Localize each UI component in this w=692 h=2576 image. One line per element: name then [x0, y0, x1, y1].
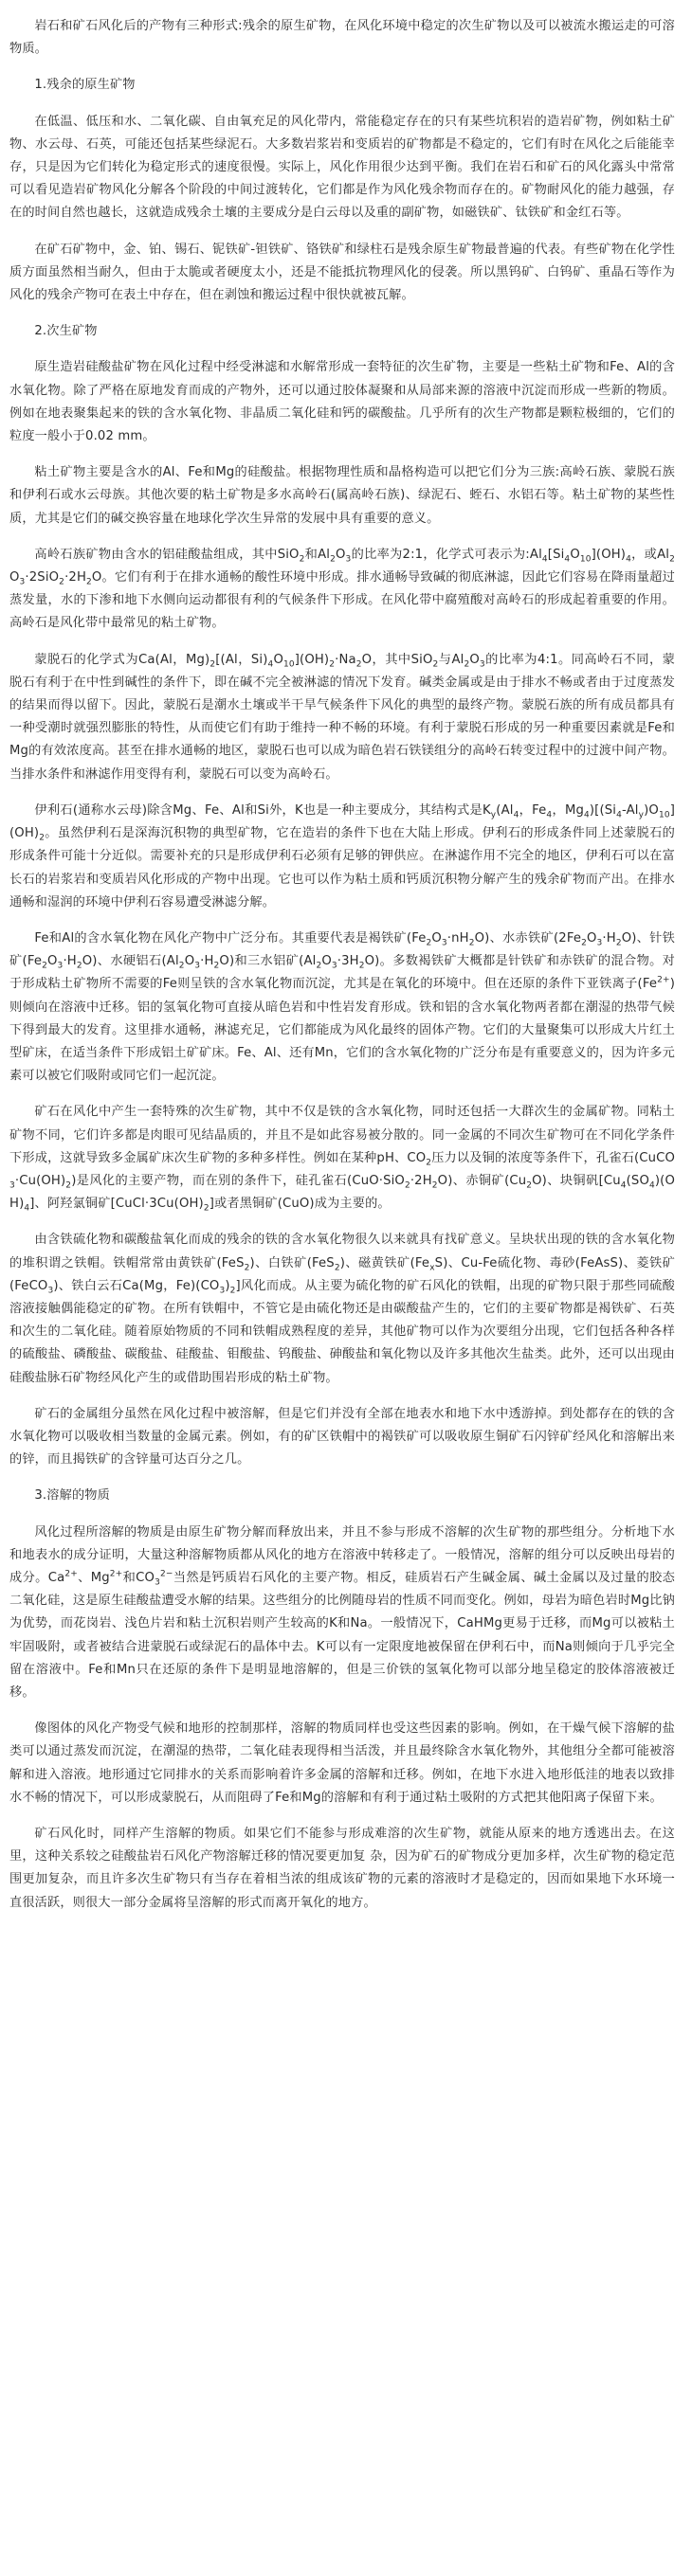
intro-paragraph: 岩石和矿石风化后的产物有三种形式:残余的原生矿物，在风化环境中稳定的次生矿物以及可以被流水搬运走的可溶物质。: [9, 19, 675, 57]
paragraph: 矿石风化时，同样产生溶解的物质。如果它们不能参与形成难溶的次生矿物，就能从原来的地方透逃出去。在这里，这种关系较之硅酸盐岩石风化产物溶解迁移的情况要更加复 杂，因为矿石的矿物成分更加多样，次生矿物的稳定范围更加复杂，而且许多次生矿物只有当存在着相当浓的组成该矿物的元素的溶液时才是稳定的，因而如果地下水环境一直很活跃，则很大一部分金属将呈溶解的形式而离开氧化的地方。: [9, 1827, 675, 1910]
paragraph: 矿石的金属组分虽然在风化过程中被溶解，但是它们并没有全部在地表水和地下水中透游掉。到处都存在的铁的含水氧化物可以吸收相当数量的金属元素。例如，有的矿区铁帽中的褐铁矿可以吸收原生铜矿石闪锌矿经风化和溶解出来的锌，而且揭铁矿的含锌量可达百分之几。: [9, 1406, 675, 1468]
paragraph-ore-secondary-minerals: 矿石在风化中产生一套特殊的次生矿物，其中不仅是铁的含水氧化物，同时还包括一大群次生的金属矿物。同粘土矿物不同，它们许多都是肉眼可见结晶质的，并且不是如此容易被分散的。同一金属的不同次生矿物可在不同化学条件下形成，这就导致多金属矿床次生矿物的多种多样性。例如在某种pH、$CO_2$压力以及铜的浓度等条件下，孔雀石$(CuCO_3\cdot Cu(OH)_2)$是风化的主要产物，而在别的条件下，硅孔雀石$(CuO\cdot SiO_2\cdot 2H_2O)$、赤铜矿$(Cu_2O)$、块铜矾$[Cu_4(SO_4)(OH)_4]$、阿羟氯铜矿$[CuCl\cdot 3Cu(OH)_2]$或者黑铜矿(CuO)成为主要的。: [9, 1105, 676, 1214]
paragraph-illite: 伊利石(通称水云母)除含Mg、Fe、Al和Si外，K也是一种主要成分，其结构式是$K_y(Al_4$，$Fe_4$，$Mg_4)[(Si_4-Al_y)O_{10}](OH)_2$。虽然伊利石是深海沉积物的典型矿物，它在造岩的条件下也在大陆上形成。伊利石的形成条件同上述蒙脱石的形成条件可能十分近似。需要补充的只是形成伊利石必须有足够的钾供应。在淋滤作用不完全的地区，伊利石可以在富长石的岩浆岩和变质岩风化形成的产物中出现。它也可以作为粘土质和钙质沉积物分解产生的残余矿物而产出。在排水通畅和湿润的环境中伊利石容易遭受淋滤分解。: [9, 802, 675, 910]
paragraph-fe-al-hydroxides: Fe和Al的含水氧化物在风化产物中广泛分布。其重要代表是褐铁矿$(Fe_2O_3\cdot nH_2O)$、水赤铁矿$(2Fe_2O_3\cdot H_2O)$、针铁矿$(Fe_2O_3\cdot H_2O)$、水硬铝石$(Al_2O_3\cdot H_2O)$和三水铝矿$(Al_2O_3\cdot 3H_2O)$。多数褐铁矿大概都是针铁矿和赤铁矿的混合物。对于形成粘土矿物所不需要的Fe则呈铁的含水氧化物而沉淀，尤其是在氧化的环境中。但在还原的条件下亚铁离子$(Fe^{2+})$则倾向在溶液中迁移。铝的氢氧化物可直接从暗色岩和中性岩发育形成。铁和铝的含水氧化物两者都在潮湿的热带气候下得到最大的发育。这里排水通畅，淋滤充足，它们都能成为风化最终的固体产物。它们的大量聚集可以形成大片红土型矿床，在适当条件下形成铝土矿矿床。Fe、Al、还有Mn，它们的含水氧化物的广泛分布是有重要意义的，因为许多元素可以被它们吸附或同它们一起沉淀。: [9, 930, 675, 1084]
section-heading-residual-minerals: 1.残余的原生矿物: [34, 78, 136, 93]
paragraph: 粘土矿物主要是含水的Al、Fe和Mg的硅酸盐。根据物理性质和晶格构造可以把它们分为三族:高岭石族、蒙脱石族和伊利石或水云母族。其他次要的粘土矿物是多水高岭石(属高岭石族)、绿泥石、蛭石、水铝石等。粘土矿物的某些性质，尤其是它们的碱交换容量在地球化学次生异常的发展中具有重要的意义。: [9, 465, 675, 526]
paragraph: 原生造岩硅酸盐矿物在风化过程中经受淋滤和水解常形成一套特征的次生矿物，主要是一些粘土矿物和Fe、Al的含水氧化物。除了严格在原地发育而成的产物外，还可以通过胶体凝聚和从局部来源的溶液中沉淀而形成一些新的物质。例如在地表聚集起来的铁的含水氧化物、非晶质二氧化硅和钙的碳酸盐。几乎所有的次生产物都是颗粒极细的，它们的粒度一般小于0.02 mm。: [9, 360, 675, 444]
paragraph-dissolved: 风化过程所溶解的物质是由原生矿物分解而释放出来，并且不参与形成不溶解的次生矿物的那些组分。分析地下水和地表水的成分证明，大量这种溶解物质都从风化的地方在溶液中转移走了。一般情况，溶解的组分可以反映出母岩的成分。$Ca^{2+}$、$Mg^{2+}$和$CO_3^{2-}$当然是钙质岩石风化的主要产物。相反，硅质岩石产生碱金属、碱土金属以及过量的胶态二氧化硅，这是原生硅酸盐遭受水解的结果。这些组分的比例随母岩的性质不同而变化。例如，母岩为暗色岩时Mg比钠为优势，而花岗岩、浅色片岩和粘土沉积岩则产生较高的K和Na。一般情况下，CaHMg更易于迁移，而Mg可以被粘土牢固吸附，或者被结合进蒙脱石或绿泥石的晶体中去。K可以有一定限度地被保留在伊利石中，而Na则倾向于几乎完全留在溶液中。Fe和Mn只在还原的条件下是明显地溶解的，但是三价铁的氢氧化物可以部分地呈稳定的胶体溶液被迁移。: [9, 1524, 675, 1700]
paragraph: 在矿石矿物中，金、铂、锡石、铌铁矿-钽铁矿、铬铁矿和绿柱石是残余原生矿物最普遍的代表。有些矿物在化学性质方面虽然相当耐久，但由于太脆或者硬度太小，还是不能抵抗物理风化的侵袭。所以黑钨矿、白钨矿、重晶石等作为风化的残余产物可在表土中存在，但在剥蚀和搬运过程中很快就被瓦解。: [9, 242, 675, 303]
paragraph: 像图体的风化产物受气候和地形的控制那样，溶解的物质同样也受这些因素的影响。例如，在干燥气候下溶解的盐类可以通过蒸发而沉淀，在潮湿的热带，二氧化硅表现得相当活泼，并且最终除含水氧化物外，其他组分全都可能被溶解和进入溶液。地形通过它同排水的关系而影响着许多金属的溶解和迁移。例如，在地下水进入地形低洼的地表以致排水不畅的情况下，可以形成蒙脱石，从而阻碍了Fe和Mg的溶解和有利于通过粘土吸附的方式把其他阳离子保留下来。: [9, 1721, 675, 1805]
paragraph: 在低温、低压和水、二氧化碳、自由氧充足的风化带内，常能稳定存在的只有某些坑积岩的造岩矿物，例如粘土矿物、水云母、石英，可能还包括某些绿泥石。大多数岩浆岩和变质岩的矿物都是不稳定的，它们有时在风化之后能能幸存，只是因为它们转化为稳定形式的速度很慢。实际上，风化作用很少达到平衡。我们在岩石和矿石的风化露头中常常可以看见造岩矿物风化分解各个阶段的中间过渡转化，它们都是作为风化残余物而存在的。矿物耐风化的能力越强，存在的时间自然也越长，这就造成残余土壤的主要成分是白云母以及重的副矿物，如磁铁矿、钛铁矿和金红石等。: [9, 114, 675, 221]
section-heading-secondary-minerals: 2.次生矿物: [34, 324, 98, 339]
paragraph-montmorillonite: 蒙脱石的化学式为Ca(Al，$Mg)_2[(Al$，$Si)_4O_{10}](OH)_2\cdot Na_2O$，其中SiO$_2$与$Al_2O_3$的比率为4:1。同高岭石不同，蒙脱石有利于在中性到碱性的条件下，即在碱不完全被淋滤的情况下发育。碱类金属或是由于排水不畅或者由于过度蒸发的结果而得以留下。因此，蒙脱石是潮水土壤或半干旱气候条件下风化的典型的最终产物。蒙脱石族的所有成员都具有一种受潮时就强烈膨胀的特性，从而使它们有助于维持一种不畅的环境。有利于蒙脱石形成的另一种重要因素就是Fe和Mg的有效浓度高。甚至在排水通畅的地区，蒙脱石也可以成为暗色岩石铁镁组分的高岭石转变过程中的过渡中间产物。当排水条件和淋滤作用变得有利，蒙脱石可以变为高岭石。: [9, 652, 676, 782]
paragraph-kaolinite: 高岭石族矿物由含水的铝硅酸盐组成，其中SiO$_2$和$Al_2O_3$的比率为2:1，化学式可表示为$:Al_4[Si_4O_{10}](OH)_4$，或$Al_2O_3\cdot 2SiO_2\cdot 2H_2O$。它们有利于在排水通畅的酸性环境中形成。排水通畅导致碱的彻底淋滤，因此它们容易在降雨量超过蒸发量，水的下渗和地下水侧向运动都很有利的气候条件下形成。在风化带中腐殖酸对高岭石的形成起着重要的作用。高岭石是风化带中最常见的粘土矿物。: [9, 547, 675, 631]
section-heading-dissolved-substances: 3.溶解的物质: [34, 1488, 110, 1504]
paragraph-gossan: 由含铁硫化物和碳酸盐氧化而成的残余的铁的含水氧化物很久以来就具有找矿意义。呈块状出现的铁的含水氧化物的堆积谓之铁帽。铁帽常常由黄铁矿(FeS$_2$)、白铁矿(FeS$_2$)、磁黄铁矿$(Fe_xS)$、Cu-Fe硫化物、毒砂(FeAsS)、菱铁矿(FeCO$_3$)、铁白云石Ca(Mg，$Fe)(CO_3)_2$]风化而成。从主要为硫化物的矿石风化的铁帽，出现的矿物只限于那些同硫酸溶液接触偶能稳定的矿物。在所有铁帽中，不管它是由硫化物还是由碳酸盐产生的，它们的主要矿物都是褐铁矿、石英和次生的二氧化硅。随着原始物质的不同和铁帽成熟程度的差异，其他矿物可以作为次要组分出现，它们包括各种各样的硫酸盐、磷酸盐、碳酸盐、硅酸盐、钼酸盐、钨酸盐、砷酸盐和氧化物以及许多其他次生盐类。此外，还可以出现由硅酸盐脉石矿物经风化产生的或借助围岩形成的粘土矿物。: [9, 1233, 675, 1385]
